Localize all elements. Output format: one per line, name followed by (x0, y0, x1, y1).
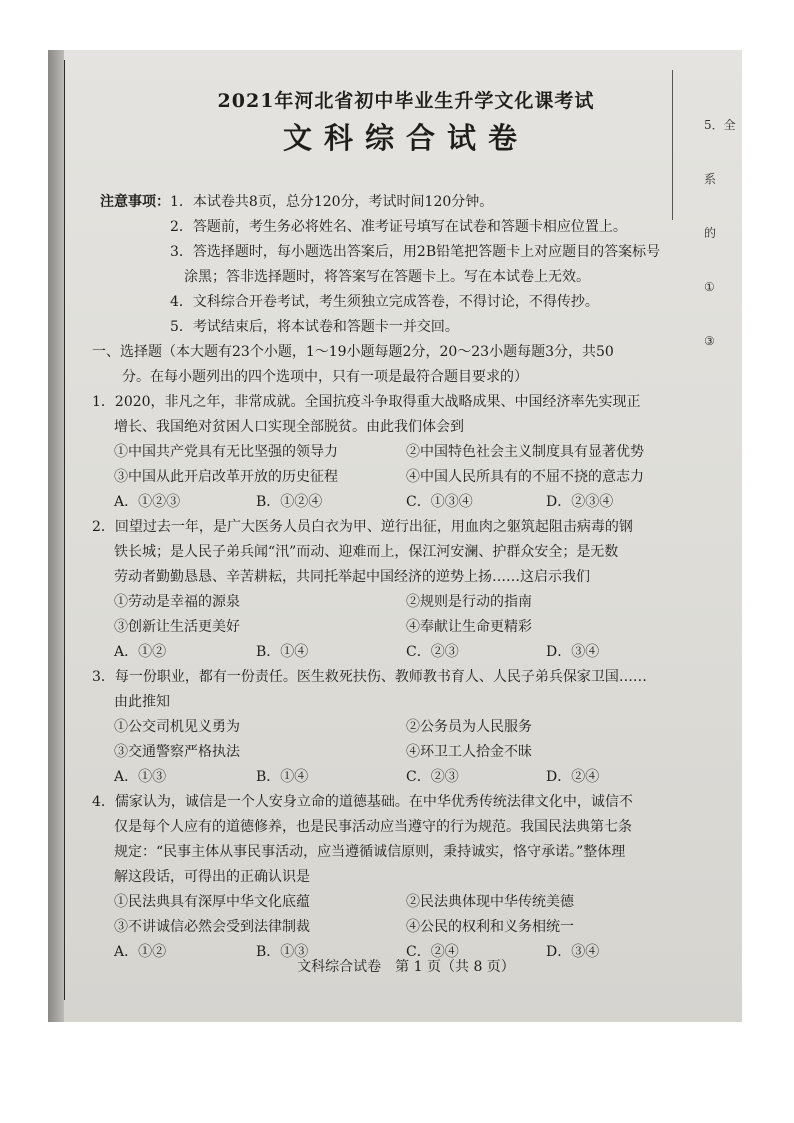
notice-item: 5．考试结束后，将本试卷和答题卡一并交回。 (170, 319, 459, 335)
choice-b: B．①③ (256, 944, 309, 960)
question-stem: 4．儒家认为，诚信是一个人安身立命的道德基础。在中华优秀传统法律文化中，诚信不 (92, 794, 633, 810)
section-heading: 分。在每小题列出的四个选项中，只有一项是最符合题目要求的） (122, 369, 528, 385)
exam-title: 2021年河北省初中毕业生升学文化课考试 (217, 90, 595, 112)
question-stem: 3．每一份职业，都有一份责任。医生救死扶伤、教师教书育人、人民子弟兵保家卫国…… (92, 669, 647, 685)
fragment-line: ③ (704, 334, 715, 348)
choice-c: C．②③ (406, 644, 459, 660)
fragment-line: 的 (704, 226, 717, 240)
margin-rule (64, 60, 65, 1000)
choice-b: B．①④ (256, 769, 309, 785)
section-heading: 一、选择题（本大题有23个小题，1～19小题每题2分，20～23小题每题3分，共50 (92, 344, 614, 360)
statement: ③不讲诚信必然会受到法律制裁 (114, 919, 310, 935)
notice-item: 4．文科综合开卷考试，考生须独立完成答卷，不得讨论，不得传抄。 (170, 294, 599, 310)
notice-item: 2．答题前，考生务必将姓名、准考证号填写在试卷和答题卡相应位置上。 (170, 219, 627, 235)
question-stem: 铁长城；是人民子弟兵闻“汛”而动、迎难而上，保江河安澜、护群众安全；是无数 (114, 544, 619, 560)
paper-title: 文科综合试卷 (282, 121, 529, 155)
statement: ④公民的权利和义务相统一 (406, 919, 574, 935)
statement: ②民法典体现中华传统美德 (406, 894, 574, 910)
choice-c: C．②④ (406, 944, 459, 960)
paper-edge-shadow (48, 50, 64, 1022)
statement: ①民法典具有深厚中华文化底蕴 (114, 894, 310, 910)
statement: ①劳动是幸福的源泉 (114, 594, 240, 610)
exam-page-photo (48, 50, 742, 1022)
question-stem: 仅是每个人应有的道德修养，也是民事活动应当遵守的行为规范。我国民法典第七条 (114, 819, 632, 835)
choice-c: C．②③ (406, 769, 459, 785)
choice-d: D．③④ (546, 644, 600, 660)
fragment-line: 系 (704, 172, 717, 186)
statement: ②中国特色社会主义制度具有显著优势 (406, 444, 644, 460)
choice-c: C．①③④ (406, 494, 473, 510)
question-stem: 规定：“民事主体从事民事活动，应当遵循诚信原则，秉持诚实，恪守承诺。”整体理 (114, 844, 626, 860)
page-content (76, 50, 736, 1022)
statement: ②公务员为人民服务 (406, 719, 532, 735)
statement: ③交通警察严格执法 (114, 744, 240, 760)
choice-d: D．②③④ (546, 494, 614, 510)
notice-item: 3．答选择题时，每小题选出答案后，用2B铅笔把答题卡上对应题目的答案标号 (170, 244, 661, 260)
notice-label: 注意事项： (100, 194, 170, 210)
page-footer: 文科综合试卷 第 1 页（共 8 页） (297, 959, 515, 975)
statement: ④中国人民所具有的不屈不挠的意志力 (406, 469, 644, 485)
choice-b: B．①②④ (256, 494, 323, 510)
choice-d: D．②④ (546, 769, 600, 785)
statement: ②规则是行动的指南 (406, 594, 532, 610)
statement: ①公交司机见义勇为 (114, 719, 240, 735)
question-stem: 由此推知 (114, 694, 170, 710)
fragment-line: ① (704, 280, 715, 294)
statement: ③中国从此开启改革开放的历史征程 (114, 469, 338, 485)
question-stem: 解这段话，可得出的正确认识是 (114, 869, 310, 885)
choice-a: A．①②③ (114, 494, 181, 510)
notice-item: 涂黑；答非选择题时，将答案写在答题卡上。写在本试卷上无效。 (184, 269, 590, 285)
statement: ③创新让生活更美好 (114, 619, 240, 635)
notice-item: 1．本试卷共8页，总分120分，考试时间120分钟。 (170, 194, 494, 210)
choice-a: A．①② (114, 944, 167, 960)
choice-a: A．①② (114, 644, 167, 660)
choice-a: A．①③ (114, 769, 167, 785)
question-stem: 1．2020，非凡之年，非常成就。全国抗疫斗争取得重大战略成果、中国经济率先实现正 (92, 394, 641, 410)
question-stem: 2．回望过去一年，是广大医务人员白衣为甲、逆行出征，用血肉之躯筑起阻击病毒的钢 (92, 519, 633, 535)
question-stem: 劳动者勤勤恳恳、辛苦耕耘，共同托举起中国经济的逆势上扬……这启示我们 (114, 569, 590, 585)
statement: ④奉献让生命更精彩 (406, 619, 532, 635)
fragment-line: 5．全 (704, 118, 736, 132)
statement: ④环卫工人拾金不昧 (406, 744, 532, 760)
statement: ①中国共产党具有无比坚强的领导力 (114, 444, 338, 460)
question-stem: 增长、我国绝对贫困人口实现全部脱贫。由此我们体会到 (114, 419, 464, 435)
choice-d: D．③④ (546, 944, 600, 960)
choice-b: B．①④ (256, 644, 309, 660)
notice (100, 191, 493, 211)
